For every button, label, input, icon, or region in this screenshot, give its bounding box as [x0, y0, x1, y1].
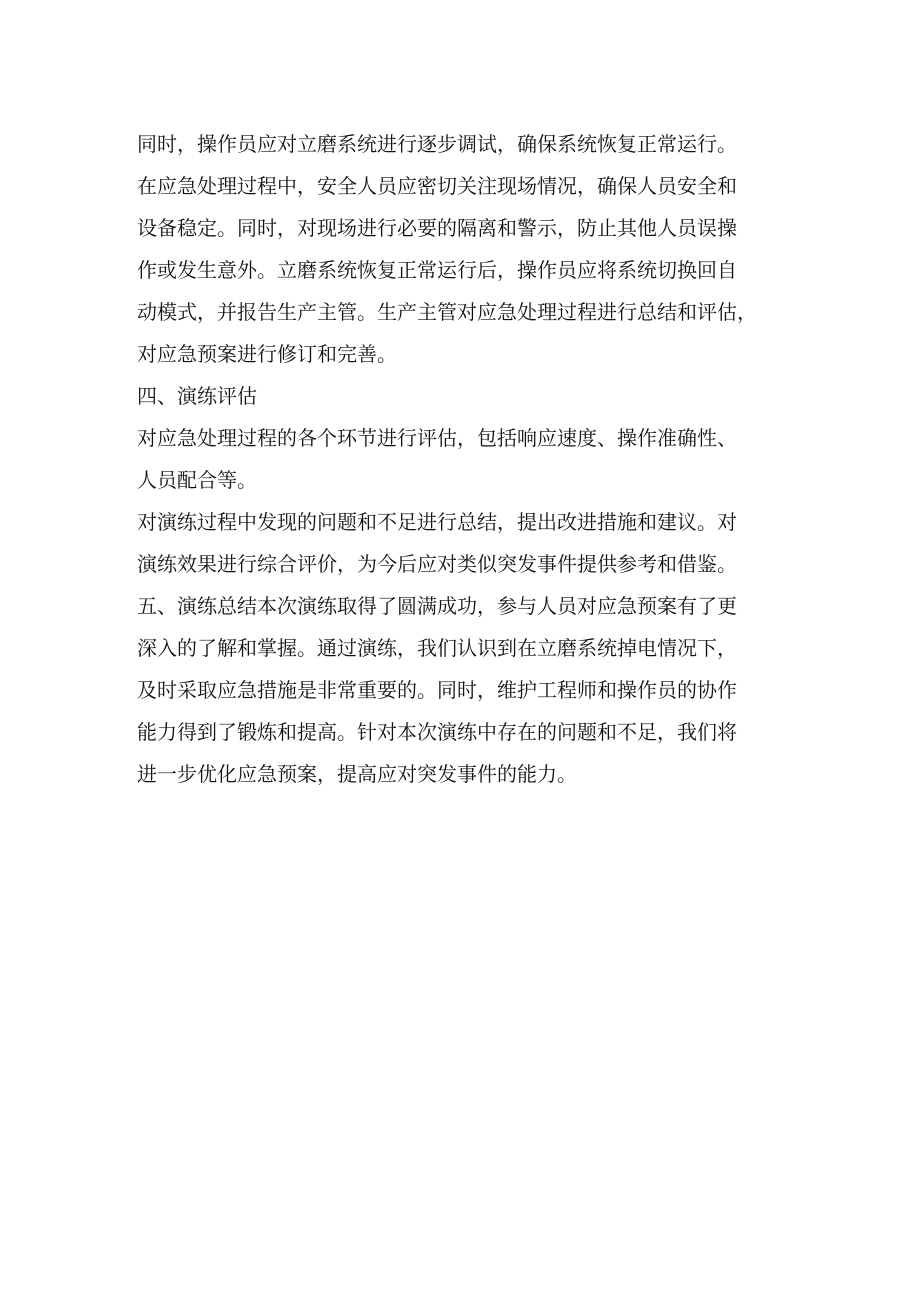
body-text-line: 对应急处理过程的各个环节进行评估，包括响应速度、操作准确性、 — [137, 426, 737, 450]
body-text-line: 对应急预案进行修订和完善。 — [137, 342, 397, 366]
body-text-line: 动模式，并报告生产主管。生产主管对应急处理过程进行总结和评估， — [137, 300, 757, 324]
body-text-line: 同时，操作员应对立磨系统进行逐步调试，确保系统恢复正常运行。 — [137, 132, 737, 156]
body-text-line: 设备稳定。同时，对现场进行必要的隔离和警示，防止其他人员误操 — [137, 216, 737, 240]
body-text-line: 进一步优化应急预案，提高应对突发事件的能力。 — [137, 762, 577, 786]
section-heading-with-text: 五、演练总结本次演练取得了圆满成功，参与人员对应急预案有了更 — [137, 594, 737, 618]
body-text-line: 在应急处理过程中，安全人员应密切关注现场情况，确保人员安全和 — [137, 174, 737, 198]
document-body — [137, 123, 817, 795]
body-text-line: 人员配合等。 — [137, 468, 257, 492]
body-text-line: 对演练过程中发现的问题和不足进行总结，提出改进措施和建议。对 — [137, 510, 737, 534]
section-heading: 四、演练评估 — [137, 384, 257, 408]
body-text-line: 深入的了解和掌握。通过演练，我们认识到在立磨系统掉电情况下， — [137, 636, 737, 660]
body-text-line: 能力得到了锻炼和提高。针对本次演练中存在的问题和不足，我们将 — [137, 720, 737, 744]
body-text-line: 演练效果进行综合评价，为今后应对类似突发事件提供参考和借鉴。 — [137, 552, 737, 576]
body-text-line: 及时采取应急措施是非常重要的。同时，维护工程师和操作员的协作 — [137, 678, 737, 702]
body-text-line: 作或发生意外。立磨系统恢复正常运行后，操作员应将系统切换回自 — [137, 258, 737, 282]
